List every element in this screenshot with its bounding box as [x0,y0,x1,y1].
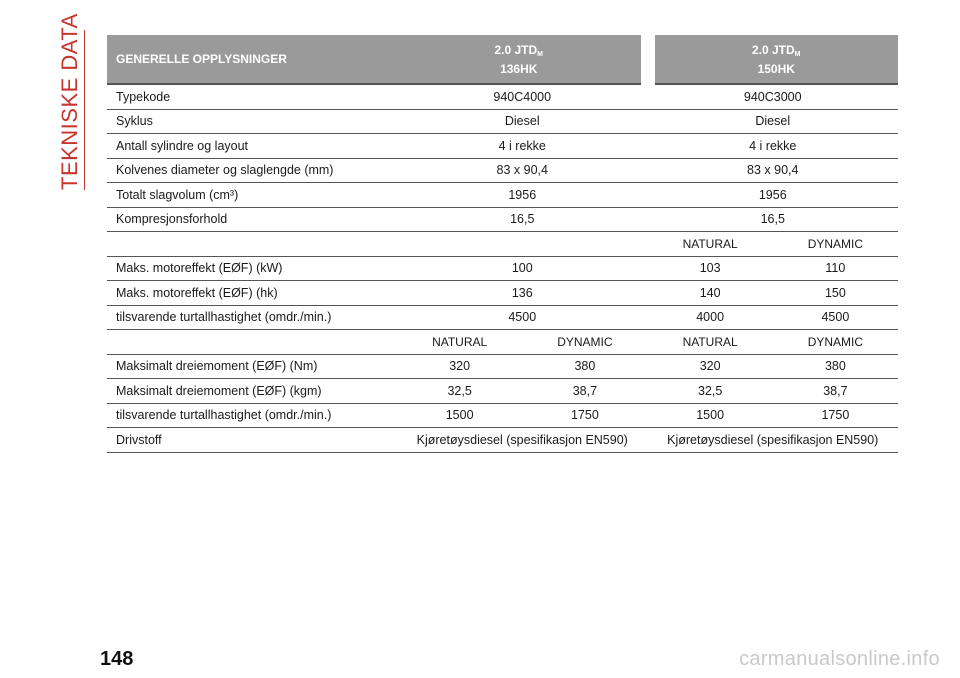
mode-natural: NATURAL [648,232,773,257]
table-row [107,183,898,208]
value-150hk-dynamic: 150 [773,281,898,306]
header-engine-150hk-power: 150HK [757,61,795,76]
empty-cell [397,232,648,257]
mode-dynamic-150hk: DYNAMIC [773,330,898,355]
header-engine-150hk-subscript: M [794,50,801,58]
value-150hk: 4 i rekke [648,134,899,159]
value-136hk: 136 [397,281,648,306]
value-136hk: 1956 [397,183,648,208]
empty-label [107,232,397,257]
value-136hk-natural: 1500 [397,403,522,428]
value-150hk-dynamic: 38,7 [773,379,898,404]
row-label: Syklus [107,109,397,134]
value-136hk: 100 [397,256,648,281]
header-engine-136hk-power: 136HK [500,61,538,76]
table-row [107,305,898,330]
row-label: tilsvarende turtallhastighet (omdr./min.) [107,305,397,330]
mode-natural-150hk: NATURAL [648,330,773,355]
table-row [107,403,898,428]
torque-mode-row [107,330,898,355]
value-150hk: Diesel [648,109,899,134]
table-row [107,256,898,281]
mode-dynamic-136hk: DYNAMIC [522,330,647,355]
value-150hk-natural: 140 [648,281,773,306]
value-136hk: Kjøretøysdiesel (spesifikasjon EN590) [397,428,648,453]
value-136hk-dynamic: 38,7 [522,379,647,404]
table-row [107,109,898,134]
table-row [107,207,898,232]
value-150hk: 940C3000 [648,84,899,109]
table-row [107,428,898,453]
power-mode-row [107,232,898,257]
value-150hk: 83 x 90,4 [648,158,899,183]
value-136hk: Diesel [397,109,648,134]
value-150hk-natural: 320 [648,354,773,379]
row-label: Maks. motoreffekt (EØF) (kW) [107,256,397,281]
value-150hk: 16,5 [648,207,899,232]
table-row [107,158,898,183]
row-label: Kompresjonsforhold [107,207,397,232]
row-label: Maksimalt dreiemoment (EØF) (kgm) [107,379,397,404]
value-136hk: 16,5 [397,207,648,232]
value-150hk-natural: 103 [648,256,773,281]
row-label: Maksimalt dreiemoment (EØF) (Nm) [107,354,397,379]
mode-dynamic: DYNAMIC [773,232,898,257]
header-engine-136hk-model: 2.0 JTD [494,42,538,57]
value-136hk-natural: 320 [397,354,522,379]
table-row [107,354,898,379]
table-row [107,281,898,306]
row-label: Totalt slagvolum (cm³) [107,183,397,208]
value-150hk-dynamic: 1750 [773,403,898,428]
table-row [107,84,898,109]
row-label: Kolvenes diameter og slaglengde (mm) [107,158,397,183]
value-136hk-natural: 32,5 [397,379,522,404]
section-title-rule [84,30,85,190]
value-150hk-natural: 4000 [648,305,773,330]
value-136hk: 4 i rekke [397,134,648,159]
page-number: 148 [100,648,134,670]
value-150hk-natural: 1500 [648,403,773,428]
value-150hk-natural: 32,5 [648,379,773,404]
value-136hk-dynamic: 1750 [522,403,647,428]
mode-natural-136hk: NATURAL [397,330,522,355]
row-label: Drivstoff [107,428,397,453]
row-label: Maks. motoreffekt (EØF) (hk) [107,281,397,306]
table-row [107,379,898,404]
value-150hk-dynamic: 380 [773,354,898,379]
table-row [107,134,898,159]
header-engine-136hk [397,35,648,84]
value-136hk: 4500 [397,305,648,330]
value-136hk-dynamic: 380 [522,354,647,379]
header-general-info: GENERELLE OPPLYSNINGER [107,35,397,84]
value-150hk-dynamic: 4500 [773,305,898,330]
empty-label [107,330,397,355]
value-136hk: 83 x 90,4 [397,158,648,183]
header-engine-136hk-subscript: M [537,50,544,58]
value-150hk: Kjøretøysdiesel (spesifikasjon EN590) [648,428,899,453]
header-engine-150hk-model: 2.0 JTD [751,42,795,57]
row-label: tilsvarende turtallhastighet (omdr./min.) [107,403,397,428]
value-150hk-dynamic: 110 [773,256,898,281]
table-header-row [107,35,898,84]
value-136hk: 940C4000 [397,84,648,109]
watermark: carmanualsonline.info [739,648,940,670]
header-engine-150hk [648,35,899,84]
engine-spec-table [107,35,898,453]
row-label: Antall sylindre og layout [107,134,397,159]
row-label: Typekode [107,84,397,109]
value-150hk: 1956 [648,183,899,208]
section-title: TEKNISKE DATA [57,13,82,190]
